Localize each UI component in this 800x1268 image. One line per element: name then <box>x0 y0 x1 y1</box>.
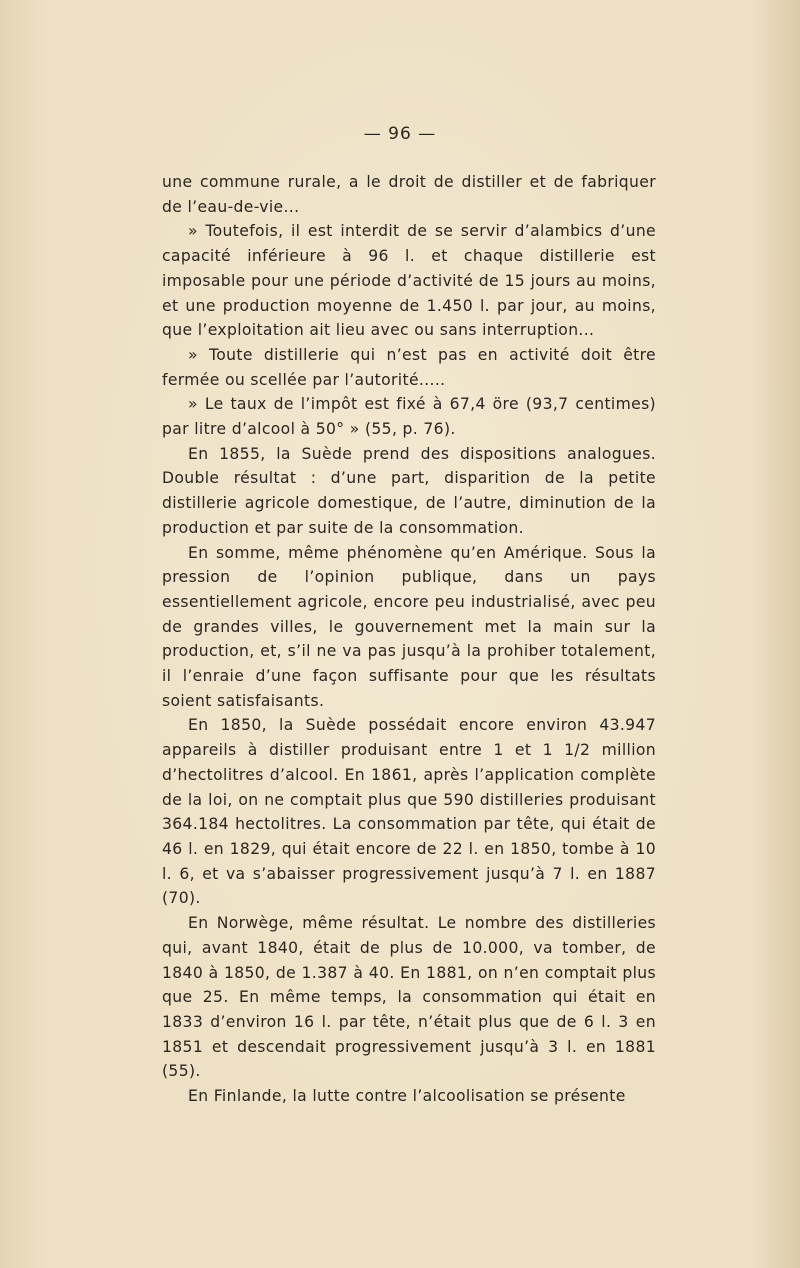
paragraph-2: » Toutefois, il est interdit de se servir d’alambics d’une capacité inférieure à 96 l. et chaque distillerie est imposable pour une période d’activité de 15 jours au moins, et une production moyenne de 1.450 l. par jour, au moins, que l’exploitation ait lieu avec ou sans interruption... <box>162 222 656 340</box>
paragraph-3: » Toute distillerie qui n’est pas en activité doit être fermée ou scellée par l’autorité..... <box>162 345 656 389</box>
body-text <box>162 170 656 1109</box>
paragraph-8: En Norwège, même résultat. Le nombre des distilleries qui, avant 1840, était de plus de 10.000, va tomber, de 1840 à 1850, de 1.387 à 40. En 1881, on n’en comptait plus que 25. En même temps, la consommation qui était en 1833 d’environ 16 l. par tête, n’était plus que de 6 l. 3 en 1851 et descendait progressivement jusqu’à 3 l. en 1881 (55). <box>162 914 656 1081</box>
paragraph-4: » Le taux de l’impôt est fixé à 67,4 öre (93,7 centimes) par litre d’alcool à 50° » (55, p. 76). <box>162 395 656 439</box>
page-number: — 96 — <box>363 124 437 144</box>
paragraph-7: En 1850, la Suède possédait encore environ 43.947 appareils à distiller produisant entre 1 et 1 1/2 million d’hectolitres d’alcool. En 1861, après l’application complète de la loi, on ne comptait plus que 590 distilleries produisant 364.184 hectolitres. La consommation par tête, qui était de 46 l. en 1829, qui était encore de 22 l. en 1850, tombe à 10 l. 6, et va s’abaisser progressivement jusqu’à 7 l. en 1887 (70). <box>162 716 656 908</box>
paragraph-9: En Finlande, la lutte contre l’alcoolisation se présente <box>188 1087 626 1106</box>
paragraph-5: En 1855, la Suède prend des dispositions analogues. Double résultat : d’une part, disparition de la petite distillerie agricole domestique, de l’autre, diminution de la production et par suite de la consommation. <box>162 444 656 537</box>
paragraph-1: une commune rurale, a le droit de distiller et de fabriquer de l’eau-de-vie... <box>162 173 656 216</box>
paragraph-6: En somme, même phénomène qu’en Amérique. Sous la pression de l’opinion publique, dans un pays essentiellement agricole, encore peu industrialisé, avec peu de grandes villes, le gouvernement met la main sur la production, et, s’il ne va pas jusqu’à la prohiber totalement, il l’enraie d’une façon suffisante pour que les résultats soient satisfaisants. <box>162 543 656 710</box>
